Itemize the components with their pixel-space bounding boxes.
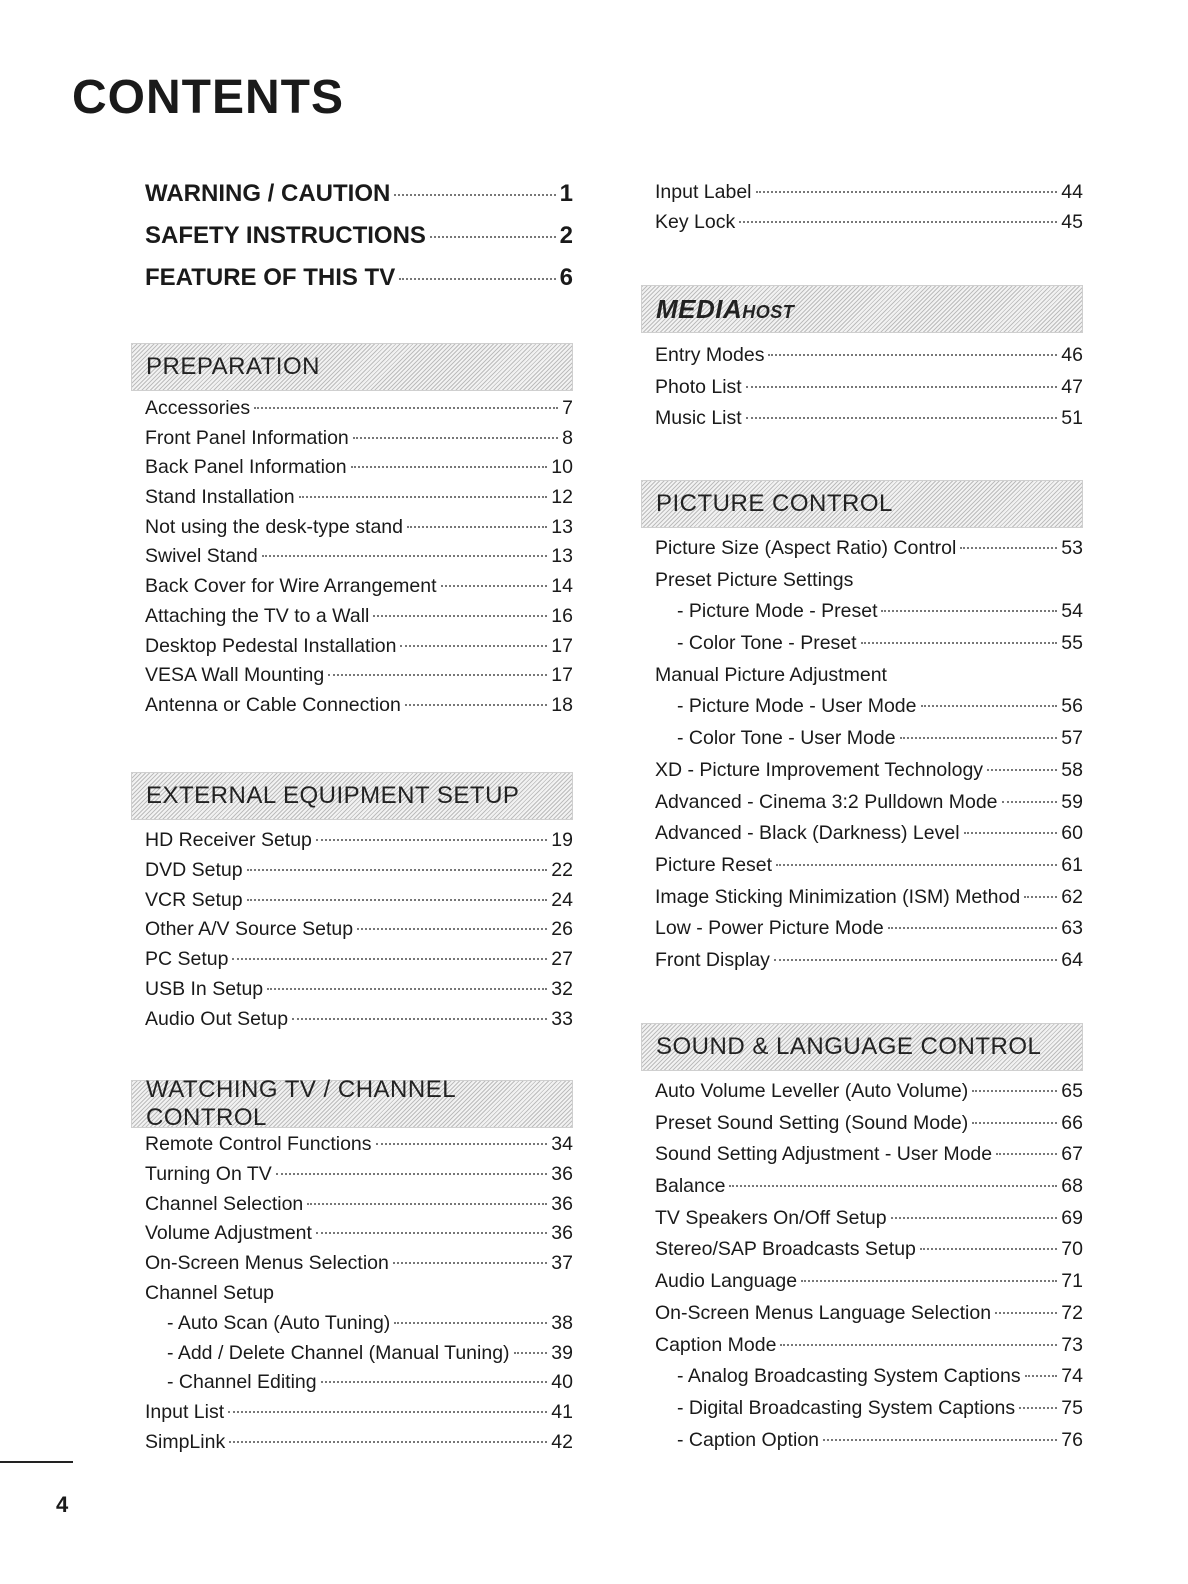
toc-entry-title: Input List [145,1401,225,1424]
toc-entry [145,264,573,306]
toc-entry [655,211,1083,241]
toc-entry [145,1282,573,1312]
toc-entry [655,1365,1083,1397]
toc-entry-page: 59 [1061,790,1083,813]
dot-leader [774,959,1057,961]
toc-entry-title: Sound Setting Adjustment - User Mode [655,1143,993,1166]
toc-entry-page: 17 [551,634,573,657]
toc-entry-page: 38 [551,1311,573,1334]
toc-entry-title: Low - Power Picture Mode [655,917,884,940]
dot-leader [405,704,547,706]
toc-entry [655,344,1083,376]
toc-entry [655,1334,1083,1366]
dot-leader [1019,1407,1057,1409]
toc-entry-title: Picture Reset [655,853,773,876]
dot-leader [430,236,556,238]
toc-entry-page: 75 [1061,1396,1083,1419]
toc-entry [145,859,573,889]
toc-entry-title: - Color Tone - User Mode [677,727,896,750]
dot-leader [399,278,555,280]
dot-leader [900,737,1058,739]
section-heading: SOUND & LANGUAGE CONTROL [641,1023,1083,1071]
toc-entry [145,605,573,635]
toc-entry-page: 73 [1061,1333,1083,1356]
toc-entry [655,1429,1083,1461]
toc-entry-title: - Color Tone - Preset [677,632,857,655]
section-heading: PREPARATION [131,343,573,391]
toc-entry [145,1193,573,1223]
toc-entry [145,1252,573,1282]
dot-leader [768,354,1057,356]
toc-entry-page: 76 [1061,1428,1083,1451]
toc-entry-page: 42 [551,1430,573,1453]
dot-leader [1025,1375,1058,1377]
toc-entry [145,427,573,457]
dot-leader [316,839,547,841]
toc-entry-page: 34 [551,1133,573,1155]
toc-entry-title: VESA Wall Mounting [145,664,325,687]
toc-entry-page: 36 [551,1192,573,1215]
toc-entry [655,664,1083,696]
toc-entry-page: 10 [551,456,573,479]
toc-entry-page: 56 [1061,695,1083,718]
toc-list [145,1133,573,1461]
section-watching-tv [145,1076,573,1461]
toc-entry-title: VCR Setup [145,888,243,911]
toc-entry-page: 67 [1061,1143,1083,1166]
dot-leader [995,1312,1057,1314]
toc-entry-title: SimpLink [145,1430,226,1453]
dot-leader [861,642,1058,644]
toc-entry [145,1371,573,1401]
toc-entry-page: 72 [1061,1301,1083,1324]
toc-entry-title: Image Sticking Minimization (ISM) Method [655,885,1021,908]
dot-leader [328,674,547,676]
toc-entry-page: 65 [1061,1080,1083,1102]
page-number: 4 [56,1492,69,1517]
toc-entry-title: Antenna or Cable Connection [145,693,401,716]
toc-entry [655,1112,1083,1144]
dot-leader [276,1173,547,1175]
toc-entry-page: 70 [1061,1238,1083,1261]
toc-entry-page: 45 [1061,211,1083,233]
toc-entry-title: Preset Sound Setting (Sound Mode) [655,1111,969,1134]
toc-entry [655,1143,1083,1175]
toc-entry [145,516,573,546]
toc-entry-title: Photo List [655,375,742,398]
toc-entry-page: 71 [1061,1270,1083,1293]
toc-entry-page: 26 [551,918,573,941]
toc-entry-title: Manual Picture Adjustment [655,663,887,686]
dot-leader [267,988,547,990]
toc-entry [655,1397,1083,1429]
toc-entry-title: Input Label [655,181,752,203]
toc-entry-page: 64 [1061,948,1083,971]
dot-leader [964,832,1058,834]
section-heading: EXTERNAL EQUIPMENT SETUP [131,772,573,820]
toc-entry-title: SAFETY INSTRUCTIONS [145,222,426,249]
toc-entry-page: 41 [551,1401,573,1424]
toc-entry [655,1270,1083,1302]
toc-entry-title: Caption Mode [655,1333,777,1356]
toc-entry [145,1401,573,1431]
toc-entry-title: Back Cover for Wire Arrangement [145,575,437,598]
toc-entry [145,889,573,919]
toc-entry-title: Channel Setup [145,1281,275,1304]
toc-entry-page: 36 [551,1162,573,1185]
section-mediahost [655,285,1083,439]
toc-entry-page: 61 [1061,853,1083,876]
toc-entry [655,632,1083,664]
toc-entry [145,1133,573,1163]
dot-leader [729,1185,1057,1187]
toc-entry-page: 7 [562,397,573,419]
dot-leader [357,928,547,930]
toc-entry-page: 60 [1061,822,1083,845]
toc-entry-page: 22 [551,858,573,881]
toc-entry-page: 55 [1061,632,1083,655]
toc-list [655,344,1083,439]
toc-entry [145,1163,573,1193]
toc-entry [145,397,573,427]
toc-entry [145,664,573,694]
page-title: CONTENTS [72,71,344,124]
toc-entry-title: - Picture Mode - Preset [677,600,878,623]
toc-entry [655,822,1083,854]
dot-leader [407,526,547,528]
toc-entry [655,1080,1083,1112]
toc-entry-title: - Caption Option [677,1428,819,1451]
section-picture-control [655,480,1083,981]
dot-leader [996,1153,1057,1155]
toc-entry [145,222,573,264]
toc-entry-page: 74 [1061,1365,1083,1388]
dot-leader [739,221,1057,223]
toc-entry-page: 13 [551,515,573,538]
toc-entry-page: 40 [551,1371,573,1394]
dot-leader [247,899,548,901]
toc-entry [145,486,573,516]
toc-entry [145,1431,573,1461]
dot-leader [801,1280,1057,1282]
toc-entry-title: Accessories [145,397,251,419]
toc-entry [655,1175,1083,1207]
section-external-equipment [145,772,573,1038]
toc-entry-title: USB In Setup [145,977,264,1000]
dot-leader [441,585,548,587]
toc-entry-page: 68 [1061,1175,1083,1198]
section-preparation [145,343,573,724]
toc-entry [655,181,1083,211]
toc-entry-page: 2 [559,222,573,249]
toc-entry-title: Balance [655,1175,726,1198]
toc-entry-title: Audio Language [655,1270,798,1293]
toc-entry [145,1008,573,1038]
toc-entry [145,1312,573,1342]
toc-entry-page: 63 [1061,917,1083,940]
toc-entry [655,886,1083,918]
toc-entry-page: 58 [1061,758,1083,781]
toc-entry-page: 27 [551,948,573,971]
dot-leader [920,1248,1057,1250]
toc-entry [145,1342,573,1372]
top-entries [145,180,573,306]
right-top-entries [655,181,1083,241]
toc-entry-page: 19 [551,829,573,851]
dot-leader [307,1203,547,1205]
dot-leader [780,1344,1057,1346]
toc-list [655,537,1083,981]
toc-entry [655,600,1083,632]
dot-leader [972,1122,1057,1124]
toc-entry [655,695,1083,727]
dot-leader [394,194,555,196]
dot-leader [972,1090,1057,1092]
toc-entry-title: Auto Volume Leveller (Auto Volume) [655,1080,969,1102]
dot-leader [921,705,1058,707]
toc-entry-title: Front Display [655,948,770,971]
toc-entry [145,1222,573,1252]
dot-leader [888,927,1058,929]
toc-entry-title: Remote Control Functions [145,1133,372,1155]
dot-leader [247,869,548,871]
dot-leader [262,555,548,557]
toc-entry-title: Back Panel Information [145,456,347,479]
dot-leader [776,864,1057,866]
toc-entry-title: Not using the desk-type stand [145,515,403,538]
toc-entry [145,635,573,665]
dot-leader [823,1439,1057,1441]
toc-entry-page: 37 [551,1252,573,1275]
toc-entry-page: 57 [1061,727,1083,750]
dot-leader [229,1441,547,1443]
toc-entry-title: Key Lock [655,211,736,233]
toc-entry-title: - Add / Delete Channel (Manual Tuning) [167,1341,510,1364]
right-column [655,181,1083,1451]
dot-leader [746,386,1058,388]
left-column [145,180,573,1453]
section-sound-language [655,1023,1083,1460]
dot-leader [254,407,558,409]
toc-entry-page: 17 [551,664,573,687]
toc-entry [145,545,573,575]
toc-entry-title: Front Panel Information [145,426,349,449]
section-heading: PICTURE CONTROL [641,480,1083,528]
dot-leader [228,1411,547,1413]
toc-entry [655,759,1083,791]
toc-entry-page: 32 [551,977,573,1000]
dot-leader [1024,896,1057,898]
toc-entry-title: PC Setup [145,948,229,971]
toc-entry-title: Preset Picture Settings [655,568,854,591]
toc-entry-page: 6 [559,264,573,291]
toc-entry-title: Advanced - Black (Darkness) Level [655,822,960,845]
toc-entry-title: WARNING / CAUTION [145,180,391,207]
toc-entry-title: Channel Selection [145,1192,304,1215]
toc-entry-page: 51 [1061,407,1083,429]
toc-entry-title: Advanced - Cinema 3:2 Pulldown Mode [655,790,998,813]
toc-entry-title: - Channel Editing [167,1371,317,1394]
dot-leader [321,1381,548,1383]
toc-entry-page: 13 [551,545,573,568]
dot-leader [891,1217,1058,1219]
toc-entry-page: 24 [551,888,573,911]
toc-entry [145,829,573,859]
section-heading: MEDIAHOST [641,285,1083,333]
toc-entry [655,569,1083,601]
toc-entry [655,791,1083,823]
toc-entry-title: Entry Modes [655,344,765,366]
dot-leader [373,615,547,617]
toc-entry [655,537,1083,569]
toc-entry-title: Swivel Stand [145,545,258,568]
toc-entry-title: - Analog Broadcasting System Captions [677,1365,1021,1388]
toc-entry-title: Stand Installation [145,486,295,509]
section-heading: WATCHING TV / CHANNEL CONTROL [131,1080,573,1128]
dot-leader [881,610,1057,612]
toc-entry-page: 39 [551,1341,573,1364]
toc-entry-page: 8 [562,426,573,449]
toc-entry [655,1302,1083,1334]
toc-entry-page: 12 [551,486,573,509]
toc-entry-page: 66 [1061,1111,1083,1134]
toc-entry-page: 14 [551,575,573,598]
toc-list [655,1080,1083,1460]
dot-leader [400,645,547,647]
toc-entry-page: 46 [1061,344,1083,366]
dot-leader [393,1262,547,1264]
dot-leader [987,769,1057,771]
toc-entry-title: - Picture Mode - User Mode [677,695,917,718]
toc-entry [145,456,573,486]
toc-entry-title: Audio Out Setup [145,1007,289,1030]
toc-entry-title: Other A/V Source Setup [145,918,354,941]
dot-leader [299,496,548,498]
dot-leader [394,1322,547,1324]
dot-leader [1002,801,1058,803]
toc-entry-title: - Digital Broadcasting System Captions [677,1396,1016,1419]
toc-entry [655,1207,1083,1239]
toc-entry [145,918,573,948]
toc-entry [655,854,1083,886]
dot-leader [756,191,1058,193]
toc-entry-title: DVD Setup [145,858,243,881]
toc-entry-title: On-Screen Menus Selection [145,1252,389,1275]
toc-entry-title: Volume Adjustment [145,1222,312,1245]
dot-leader [353,437,558,439]
toc-list [145,397,573,724]
toc-entry-page: 54 [1061,600,1083,623]
toc-entry [655,376,1083,408]
toc-entry-page: 36 [551,1222,573,1245]
toc-entry-title: Attaching the TV to a Wall [145,604,370,627]
toc-entry-title: XD - Picture Improvement Technology [655,758,984,781]
toc-entry-title: On-Screen Menus Language Selection [655,1301,992,1324]
toc-entry-page: 44 [1061,181,1083,203]
toc-entry [145,978,573,1008]
toc-entry [145,694,573,724]
toc-list [145,829,573,1038]
toc-entry [145,575,573,605]
toc-entry [655,949,1083,981]
dot-leader [514,1352,548,1354]
dot-leader [232,958,547,960]
toc-entry-page: 33 [551,1007,573,1030]
dot-leader [292,1018,547,1020]
dot-leader [316,1232,547,1234]
toc-entry-title: HD Receiver Setup [145,829,312,851]
toc-entry-title: Stereo/SAP Broadcasts Setup [655,1238,916,1261]
toc-entry [655,727,1083,759]
toc-entry-title: - Auto Scan (Auto Tuning) [167,1311,391,1334]
toc-entry-title: FEATURE OF THIS TV [145,264,396,291]
toc-entry-page: 47 [1061,375,1083,398]
toc-entry-page: 53 [1061,537,1083,559]
dot-leader [351,466,548,468]
toc-entry [145,180,573,222]
toc-entry-page: 18 [551,693,573,716]
toc-entry [655,1238,1083,1270]
toc-entry-page: 69 [1061,1206,1083,1229]
toc-entry-title: Music List [655,407,742,429]
toc-entry-title: Picture Size (Aspect Ratio) Control [655,537,957,559]
toc-entry-title: Turning On TV [145,1162,272,1185]
dot-leader [960,547,1057,549]
dot-leader [376,1143,548,1145]
toc-entry-title: Desktop Pedestal Installation [145,634,397,657]
toc-entry-page: 1 [559,180,573,207]
toc-entry-title: TV Speakers On/Off Setup [655,1206,887,1229]
dot-leader [746,417,1058,419]
toc-entry [145,948,573,978]
toc-entry [655,917,1083,949]
toc-entry [655,407,1083,439]
footer-rule [0,1461,73,1463]
toc-entry-page: 16 [551,604,573,627]
toc-entry-page: 62 [1061,885,1083,908]
